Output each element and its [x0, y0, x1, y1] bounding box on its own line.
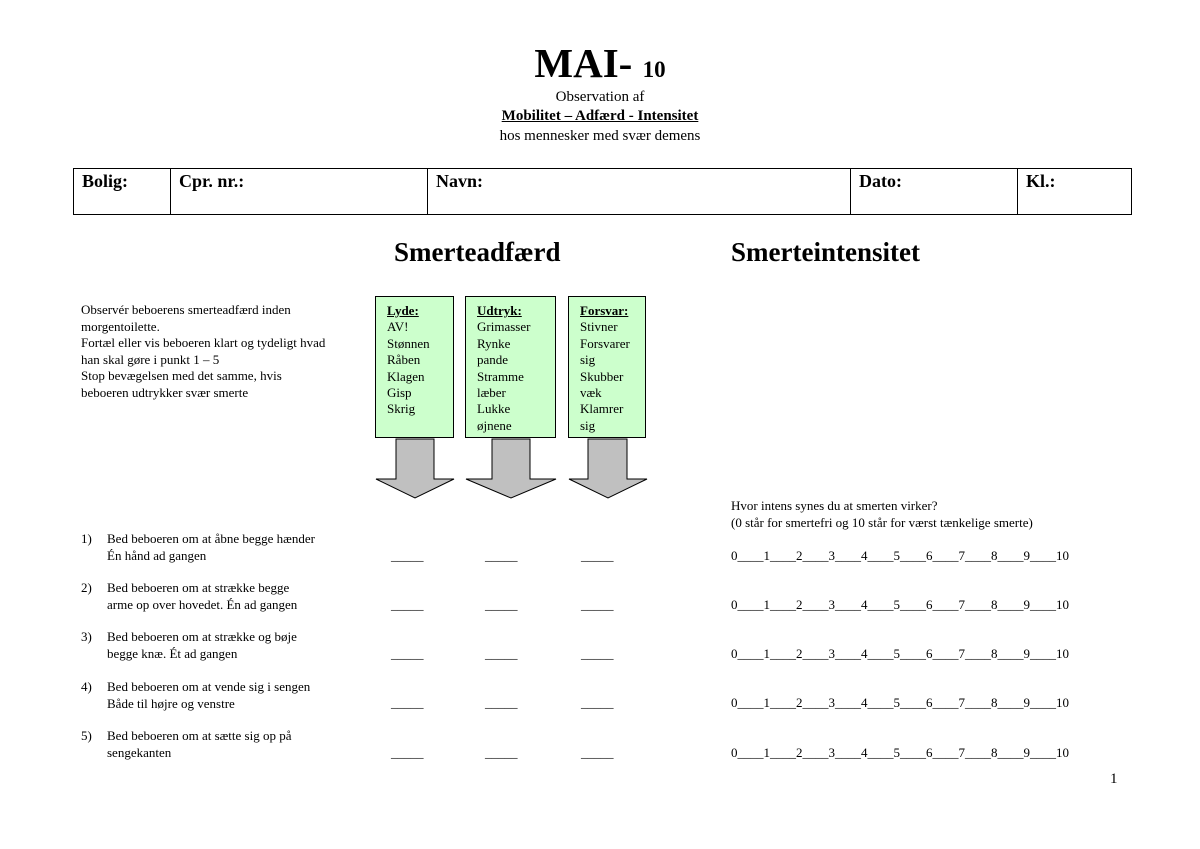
item-text: Bed beboeren om at vende sig i sengen [107, 679, 311, 694]
category-heading: Forsvar: [580, 303, 629, 318]
intensity-scale[interactable]: 0____1____2____3____4____5____6____7____8____9____10 [731, 745, 1069, 760]
down-arrow-icon [567, 438, 649, 500]
item-text: Bed beboeren om at åbne begge hænder [107, 531, 315, 546]
category-item: læber [477, 385, 506, 401]
category-item: pande [477, 352, 509, 368]
document-title [0, 40, 1200, 93]
answer-blank-lyde[interactable]: _____ [391, 646, 424, 661]
category-item: sig [580, 352, 596, 368]
intensity-scale[interactable]: 0____1____2____3____4____5____6____7____8____9____10 [731, 695, 1069, 710]
list-item [81, 579, 297, 613]
page-number: 1 [1110, 771, 1118, 787]
field-navn[interactable]: Navn: [428, 169, 851, 214]
category-item: Stivner [580, 319, 618, 335]
category-box-udtryk [465, 296, 556, 438]
category-heading: Lyde: [387, 303, 419, 318]
category-item: Rynke [477, 335, 511, 351]
category-box-lyde [375, 296, 454, 438]
category-item: Klagen [387, 368, 425, 384]
category-heading: Udtryk: [477, 303, 522, 318]
item-text: Bed beboeren om at strække og bøje [107, 629, 297, 644]
item-text: Bed beboeren om at sætte sig op på [107, 728, 292, 743]
answer-blank-forsvar[interactable]: _____ [581, 597, 614, 612]
category-item: Klamrer [580, 401, 624, 417]
title-main: MAI- [534, 40, 633, 86]
item-text: begge knæ. Ét ad gangen [107, 646, 238, 661]
question-line: Hvor intens synes du at smerten virker? [731, 498, 938, 513]
intensity-scale[interactable]: 0____1____2____3____4____5____6____7____8____9____10 [731, 597, 1069, 612]
subtitle-domains: Mobilitet – Adfærd - Intensitet [501, 108, 699, 124]
item-number: 3) [81, 629, 92, 644]
category-item: Råben [387, 352, 421, 368]
item-number: 1) [81, 531, 92, 546]
answer-blank-udtryk[interactable]: _____ [485, 646, 518, 661]
answer-blank-forsvar[interactable]: _____ [581, 695, 614, 710]
list-item [81, 628, 297, 662]
list-item [81, 727, 292, 761]
category-item: øjnene [477, 417, 512, 433]
item-text: Bed beboeren om at strække begge [107, 580, 290, 595]
answer-blank-lyde[interactable]: _____ [391, 695, 424, 710]
list-item [81, 530, 315, 564]
category-item: sig [580, 417, 596, 433]
item-number: 2) [81, 580, 92, 595]
field-dato[interactable]: Dato: [851, 169, 1018, 214]
category-item: Grimasser [477, 319, 531, 335]
answer-blank-udtryk[interactable]: _____ [485, 597, 518, 612]
answer-blank-lyde[interactable]: _____ [391, 745, 424, 760]
subtitle-population: hos mennesker med svær demens [499, 128, 701, 144]
instruction-line: beboeren udtrykker svær smerte [81, 384, 249, 400]
category-item: Gisp [387, 385, 412, 401]
category-item: Lukke [477, 401, 511, 417]
field-cpr[interactable]: Cpr. nr.: [171, 169, 428, 214]
category-item: Skubber [580, 368, 624, 384]
subtitle-observation: Observation af [555, 89, 645, 105]
title-number: 10 [642, 57, 666, 82]
answer-blank-udtryk[interactable]: _____ [485, 745, 518, 760]
answer-blank-forsvar[interactable]: _____ [581, 745, 614, 760]
item-number: 4) [81, 679, 92, 694]
category-item: Forsvarer [580, 335, 630, 351]
instruction-line: han skal gøre i punkt 1 – 5 [81, 351, 220, 367]
item-text: Både til højre og venstre [107, 696, 235, 711]
field-bolig[interactable]: Bolig: [74, 169, 171, 214]
intensity-scale[interactable]: 0____1____2____3____4____5____6____7____8____9____10 [731, 548, 1069, 563]
category-item: Skrig [387, 401, 416, 417]
category-box-forsvar [568, 296, 646, 438]
instruction-line: morgentoilette. [81, 318, 160, 334]
instruction-line: Fortæl eller vis beboeren klart og tydeligt hvad [81, 335, 326, 350]
answer-blank-udtryk[interactable]: _____ [485, 695, 518, 710]
category-item: Stramme [477, 368, 524, 384]
item-text: arme op over hovedet. Én ad gangen [107, 597, 298, 612]
answer-blank-forsvar[interactable]: _____ [581, 548, 614, 563]
answer-blank-forsvar[interactable]: _____ [581, 646, 614, 661]
down-arrow-icon [464, 438, 558, 500]
item-number: 5) [81, 728, 92, 743]
answer-blank-lyde[interactable]: _____ [391, 548, 424, 563]
item-text: sengekanten [107, 745, 172, 760]
down-arrow-icon [374, 438, 456, 500]
list-item [81, 678, 310, 712]
info-table [73, 168, 1132, 215]
item-text: Én hånd ad gangen [107, 548, 207, 563]
intensity-scale[interactable]: 0____1____2____3____4____5____6____7____8____9____10 [731, 646, 1069, 661]
question-line: (0 står for smertefri og 10 står for værst tænkelige smerte) [731, 515, 1033, 530]
answer-blank-udtryk[interactable]: _____ [485, 548, 518, 563]
heading-pain-behavior: Smerteadfærd [394, 237, 561, 267]
answer-blank-lyde[interactable]: _____ [391, 597, 424, 612]
field-kl[interactable]: Kl.: [1026, 171, 1056, 191]
instruction-line: Observér beboerens smerteadfærd inden [81, 302, 291, 317]
heading-pain-intensity: Smerteintensitet [731, 237, 920, 267]
instructions [81, 302, 361, 401]
category-item: væk [580, 385, 602, 401]
category-item: AV! [387, 319, 409, 335]
instruction-line: Stop bevægelsen med det samme, hvis [81, 368, 282, 383]
intensity-question [731, 497, 1033, 531]
category-item: Stønnen [387, 335, 430, 351]
